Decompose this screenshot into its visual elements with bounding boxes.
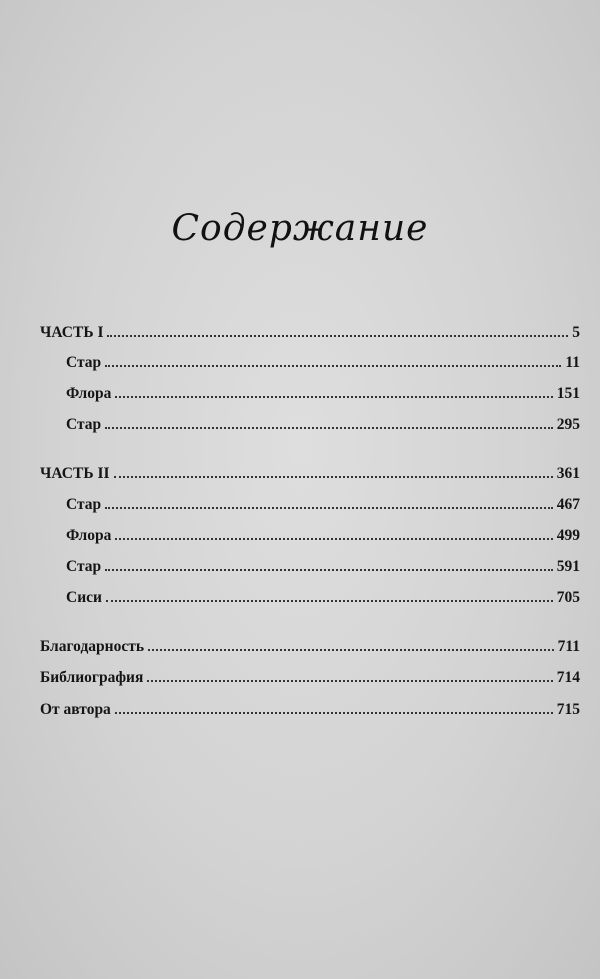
toc-entry-page: 715 [556, 701, 580, 718]
toc-entry-label: ЧАСТЬ I [40, 324, 104, 341]
dot-leader [105, 427, 553, 429]
dot-leader [115, 538, 552, 540]
toc-entry-from-author [40, 695, 580, 719]
toc-entry-label: Библиография [40, 669, 144, 686]
dot-leader [105, 365, 561, 367]
toc-entry-page: 705 [556, 589, 580, 606]
dot-leader [107, 335, 568, 337]
dot-leader [147, 680, 552, 682]
toc-entry-label: От автора [40, 701, 111, 718]
toc-entry-label: Стар [66, 558, 102, 575]
dot-leader [106, 600, 553, 602]
toc-entry-part-2 [40, 459, 580, 483]
toc-entry-flora-1 [40, 379, 580, 403]
toc-entry-star-4 [40, 552, 580, 576]
toc-entry-label: Флора [66, 527, 112, 544]
dot-leader [105, 507, 553, 509]
toc-entry-page: 499 [556, 527, 580, 544]
toc-entry-label: Благодарность [40, 638, 145, 655]
toc-entry-label: Сиси [66, 589, 102, 606]
toc-entry-star-2 [40, 410, 580, 434]
toc-entry-star-3 [40, 490, 580, 514]
toc-entry-page: 361 [556, 465, 580, 482]
dot-leader [114, 476, 553, 478]
dot-leader [115, 712, 553, 714]
toc-entry-page: 5 [572, 324, 580, 341]
toc-entry-star-1 [40, 348, 580, 372]
toc-entry-label: Флора [66, 385, 112, 402]
toc-entry-bibliography [40, 663, 580, 687]
toc-entry-page: 151 [556, 385, 580, 402]
toc-entry-label: Стар [66, 416, 102, 433]
dot-leader [115, 396, 552, 398]
dot-leader [148, 649, 554, 651]
toc-entry-part-1 [40, 318, 580, 342]
dot-leader [105, 569, 553, 571]
toc-entry-page: 295 [556, 416, 580, 433]
toc-entry-page: 467 [556, 496, 580, 513]
toc-entry-page: 714 [556, 669, 580, 686]
toc-entry-page: 711 [557, 638, 580, 655]
toc-entry-flora-2 [40, 521, 580, 545]
toc-entry-label: ЧАСТЬ II [40, 465, 110, 482]
toc-entry-label: Стар [66, 354, 102, 371]
toc-heading: Содержание [171, 208, 429, 249]
toc-entry-label: Стар [66, 496, 102, 513]
toc-entry-acknowledgements [40, 632, 580, 656]
toc-entry-page: 11 [565, 354, 580, 371]
toc-entry-page: 591 [556, 558, 580, 575]
toc-entry-sisi [40, 583, 580, 607]
